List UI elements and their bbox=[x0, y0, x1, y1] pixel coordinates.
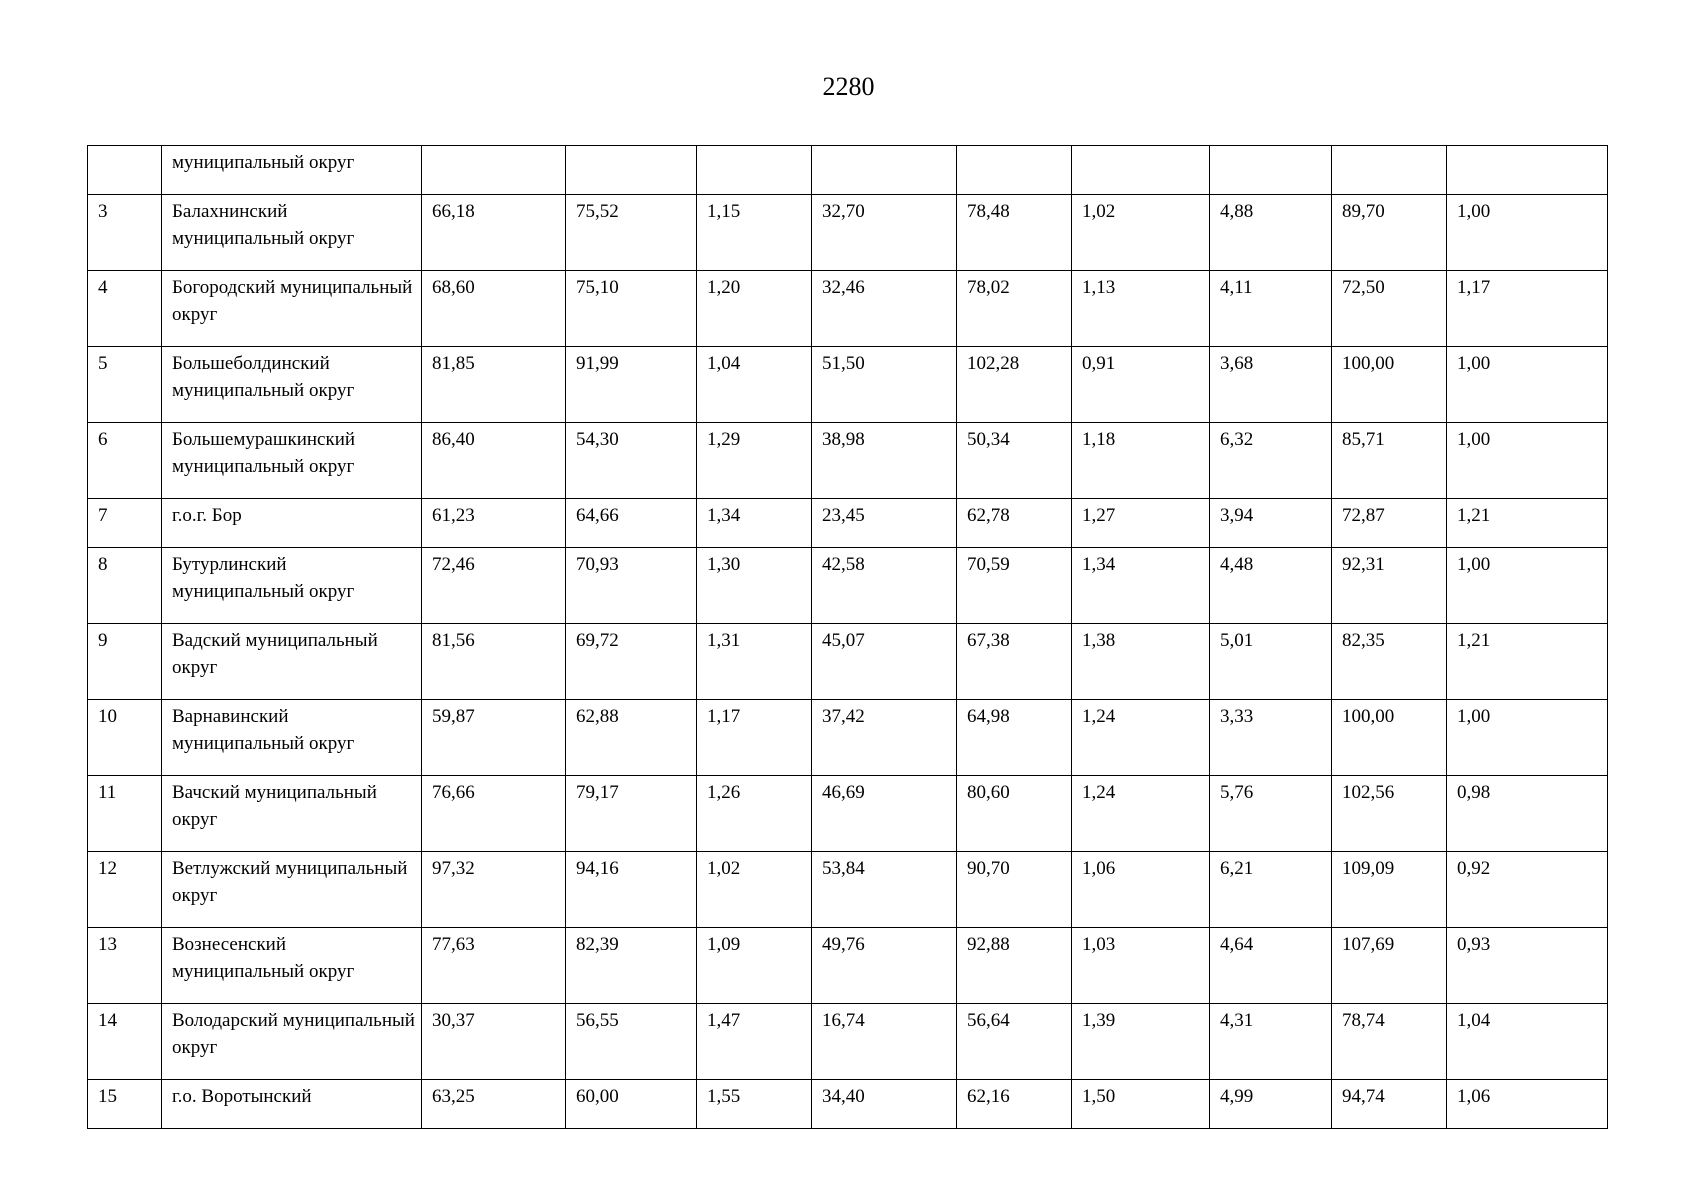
value-cell: 72,50 bbox=[1332, 271, 1447, 347]
value-cell: 102,56 bbox=[1332, 776, 1447, 852]
value-cell bbox=[1332, 146, 1447, 195]
value-cell: 82,35 bbox=[1332, 624, 1447, 700]
value-cell: 51,50 bbox=[812, 347, 957, 423]
value-cell: 62,16 bbox=[957, 1080, 1072, 1129]
value-cell: 100,00 bbox=[1332, 347, 1447, 423]
value-cell: 1,17 bbox=[697, 700, 812, 776]
value-cell: 102,28 bbox=[957, 347, 1072, 423]
value-cell: 1,24 bbox=[1072, 700, 1210, 776]
table-row bbox=[88, 548, 1608, 624]
district-name-cell: г.о. Воротынский bbox=[162, 1080, 422, 1129]
value-cell: 30,37 bbox=[422, 1004, 566, 1080]
value-cell bbox=[1447, 146, 1608, 195]
table-row bbox=[88, 852, 1608, 928]
district-name-cell: г.о.г. Бор bbox=[162, 499, 422, 548]
row-number-cell: 5 bbox=[88, 347, 162, 423]
table-row bbox=[88, 499, 1608, 548]
value-cell: 37,42 bbox=[812, 700, 957, 776]
value-cell: 1,34 bbox=[1072, 548, 1210, 624]
value-cell: 4,88 bbox=[1210, 195, 1332, 271]
value-cell: 1,13 bbox=[1072, 271, 1210, 347]
value-cell: 1,39 bbox=[1072, 1004, 1210, 1080]
value-cell: 1,02 bbox=[1072, 195, 1210, 271]
value-cell: 0,98 bbox=[1447, 776, 1608, 852]
value-cell: 4,48 bbox=[1210, 548, 1332, 624]
value-cell: 1,34 bbox=[697, 499, 812, 548]
value-cell: 1,18 bbox=[1072, 423, 1210, 499]
value-cell: 1,29 bbox=[697, 423, 812, 499]
district-name-cell: Богородский муниципальный округ bbox=[162, 271, 422, 347]
data-table bbox=[87, 145, 1608, 1129]
table-body bbox=[88, 146, 1608, 1129]
value-cell: 1,27 bbox=[1072, 499, 1210, 548]
value-cell: 49,76 bbox=[812, 928, 957, 1004]
value-cell: 66,18 bbox=[422, 195, 566, 271]
value-cell: 54,30 bbox=[566, 423, 697, 499]
value-cell: 1,31 bbox=[697, 624, 812, 700]
row-number-cell: 15 bbox=[88, 1080, 162, 1129]
district-name-cell: Вадский муниципальный округ bbox=[162, 624, 422, 700]
value-cell: 69,72 bbox=[566, 624, 697, 700]
value-cell: 1,17 bbox=[1447, 271, 1608, 347]
value-cell: 5,01 bbox=[1210, 624, 1332, 700]
table-row bbox=[88, 195, 1608, 271]
value-cell: 1,00 bbox=[1447, 700, 1608, 776]
value-cell: 94,16 bbox=[566, 852, 697, 928]
value-cell: 90,70 bbox=[957, 852, 1072, 928]
value-cell: 72,87 bbox=[1332, 499, 1447, 548]
table-row bbox=[88, 776, 1608, 852]
value-cell: 1,00 bbox=[1447, 195, 1608, 271]
value-cell: 1,00 bbox=[1447, 548, 1608, 624]
value-cell: 91,99 bbox=[566, 347, 697, 423]
value-cell bbox=[957, 146, 1072, 195]
district-name-cell: муниципальный округ bbox=[162, 146, 422, 195]
value-cell: 86,40 bbox=[422, 423, 566, 499]
district-name-cell: Большеболдинский муниципальный округ bbox=[162, 347, 422, 423]
value-cell: 38,98 bbox=[812, 423, 957, 499]
value-cell: 56,64 bbox=[957, 1004, 1072, 1080]
value-cell: 42,58 bbox=[812, 548, 957, 624]
value-cell: 70,93 bbox=[566, 548, 697, 624]
value-cell: 50,34 bbox=[957, 423, 1072, 499]
page-number: 2280 bbox=[822, 72, 875, 101]
row-number-cell: 9 bbox=[88, 624, 162, 700]
value-cell: 1,09 bbox=[697, 928, 812, 1004]
value-cell: 1,26 bbox=[697, 776, 812, 852]
row-number-cell bbox=[88, 146, 162, 195]
value-cell: 94,74 bbox=[1332, 1080, 1447, 1129]
value-cell: 64,66 bbox=[566, 499, 697, 548]
value-cell: 76,66 bbox=[422, 776, 566, 852]
value-cell bbox=[1072, 146, 1210, 195]
value-cell: 63,25 bbox=[422, 1080, 566, 1129]
value-cell: 82,39 bbox=[566, 928, 697, 1004]
value-cell: 92,88 bbox=[957, 928, 1072, 1004]
district-name-cell: Ветлужский муниципальный округ bbox=[162, 852, 422, 928]
value-cell: 1,06 bbox=[1447, 1080, 1608, 1129]
value-cell: 6,32 bbox=[1210, 423, 1332, 499]
value-cell: 80,60 bbox=[957, 776, 1072, 852]
value-cell: 1,06 bbox=[1072, 852, 1210, 928]
value-cell: 1,03 bbox=[1072, 928, 1210, 1004]
row-number-cell: 6 bbox=[88, 423, 162, 499]
row-number-cell: 8 bbox=[88, 548, 162, 624]
value-cell: 1,50 bbox=[1072, 1080, 1210, 1129]
value-cell: 97,32 bbox=[422, 852, 566, 928]
value-cell: 1,04 bbox=[697, 347, 812, 423]
value-cell: 45,07 bbox=[812, 624, 957, 700]
value-cell: 72,46 bbox=[422, 548, 566, 624]
value-cell: 1,00 bbox=[1447, 347, 1608, 423]
value-cell: 16,74 bbox=[812, 1004, 957, 1080]
table-row bbox=[88, 146, 1608, 195]
district-name-cell: Варнавинский муниципальный округ bbox=[162, 700, 422, 776]
value-cell: 4,99 bbox=[1210, 1080, 1332, 1129]
value-cell: 3,68 bbox=[1210, 347, 1332, 423]
value-cell: 1,02 bbox=[697, 852, 812, 928]
row-number-cell: 7 bbox=[88, 499, 162, 548]
value-cell: 4,11 bbox=[1210, 271, 1332, 347]
value-cell: 85,71 bbox=[1332, 423, 1447, 499]
value-cell bbox=[1210, 146, 1332, 195]
value-cell: 92,31 bbox=[1332, 548, 1447, 624]
table-row bbox=[88, 347, 1608, 423]
value-cell: 67,38 bbox=[957, 624, 1072, 700]
value-cell: 46,69 bbox=[812, 776, 957, 852]
row-number-cell: 14 bbox=[88, 1004, 162, 1080]
table-row bbox=[88, 1080, 1608, 1129]
value-cell: 109,09 bbox=[1332, 852, 1447, 928]
value-cell: 70,59 bbox=[957, 548, 1072, 624]
district-name-cell: Большемурашкинский муниципальный округ bbox=[162, 423, 422, 499]
value-cell: 62,88 bbox=[566, 700, 697, 776]
value-cell: 61,23 bbox=[422, 499, 566, 548]
district-name-cell: Балахнинский муниципальный округ bbox=[162, 195, 422, 271]
value-cell: 78,74 bbox=[1332, 1004, 1447, 1080]
value-cell: 1,15 bbox=[697, 195, 812, 271]
row-number-cell: 10 bbox=[88, 700, 162, 776]
value-cell: 100,00 bbox=[1332, 700, 1447, 776]
row-number-cell: 12 bbox=[88, 852, 162, 928]
value-cell: 1,55 bbox=[697, 1080, 812, 1129]
value-cell: 56,55 bbox=[566, 1004, 697, 1080]
district-name-cell: Володарский муниципальный округ bbox=[162, 1004, 422, 1080]
value-cell: 4,64 bbox=[1210, 928, 1332, 1004]
value-cell bbox=[812, 146, 957, 195]
table-row bbox=[88, 700, 1608, 776]
value-cell: 1,21 bbox=[1447, 499, 1608, 548]
value-cell: 4,31 bbox=[1210, 1004, 1332, 1080]
value-cell: 34,40 bbox=[812, 1080, 957, 1129]
district-name-cell: Вознесенский муниципальный округ bbox=[162, 928, 422, 1004]
value-cell: 1,38 bbox=[1072, 624, 1210, 700]
value-cell: 5,76 bbox=[1210, 776, 1332, 852]
value-cell: 77,63 bbox=[422, 928, 566, 1004]
value-cell bbox=[566, 146, 697, 195]
value-cell: 1,30 bbox=[697, 548, 812, 624]
value-cell: 32,46 bbox=[812, 271, 957, 347]
value-cell: 1,00 bbox=[1447, 423, 1608, 499]
value-cell: 0,93 bbox=[1447, 928, 1608, 1004]
row-number-cell: 4 bbox=[88, 271, 162, 347]
value-cell: 78,02 bbox=[957, 271, 1072, 347]
row-number-cell: 13 bbox=[88, 928, 162, 1004]
row-number-cell: 3 bbox=[88, 195, 162, 271]
value-cell bbox=[697, 146, 812, 195]
value-cell: 0,92 bbox=[1447, 852, 1608, 928]
value-cell: 75,10 bbox=[566, 271, 697, 347]
value-cell: 62,78 bbox=[957, 499, 1072, 548]
value-cell: 0,91 bbox=[1072, 347, 1210, 423]
value-cell: 1,24 bbox=[1072, 776, 1210, 852]
value-cell: 81,85 bbox=[422, 347, 566, 423]
value-cell: 89,70 bbox=[1332, 195, 1447, 271]
value-cell: 53,84 bbox=[812, 852, 957, 928]
table-row bbox=[88, 1004, 1608, 1080]
value-cell: 32,70 bbox=[812, 195, 957, 271]
value-cell: 6,21 bbox=[1210, 852, 1332, 928]
table-row bbox=[88, 271, 1608, 347]
district-name-cell: Вачский муниципальный округ bbox=[162, 776, 422, 852]
value-cell: 60,00 bbox=[566, 1080, 697, 1129]
value-cell: 23,45 bbox=[812, 499, 957, 548]
value-cell: 59,87 bbox=[422, 700, 566, 776]
table-row bbox=[88, 423, 1608, 499]
row-number-cell: 11 bbox=[88, 776, 162, 852]
value-cell: 81,56 bbox=[422, 624, 566, 700]
value-cell: 3,33 bbox=[1210, 700, 1332, 776]
value-cell: 1,47 bbox=[697, 1004, 812, 1080]
value-cell: 68,60 bbox=[422, 271, 566, 347]
table-row bbox=[88, 624, 1608, 700]
value-cell: 1,20 bbox=[697, 271, 812, 347]
value-cell: 64,98 bbox=[957, 700, 1072, 776]
value-cell: 78,48 bbox=[957, 195, 1072, 271]
value-cell: 107,69 bbox=[1332, 928, 1447, 1004]
value-cell bbox=[422, 146, 566, 195]
value-cell: 1,21 bbox=[1447, 624, 1608, 700]
value-cell: 3,94 bbox=[1210, 499, 1332, 548]
value-cell: 1,04 bbox=[1447, 1004, 1608, 1080]
table-row bbox=[88, 928, 1608, 1004]
value-cell: 79,17 bbox=[566, 776, 697, 852]
district-name-cell: Бутурлинский муниципальный округ bbox=[162, 548, 422, 624]
value-cell: 75,52 bbox=[566, 195, 697, 271]
